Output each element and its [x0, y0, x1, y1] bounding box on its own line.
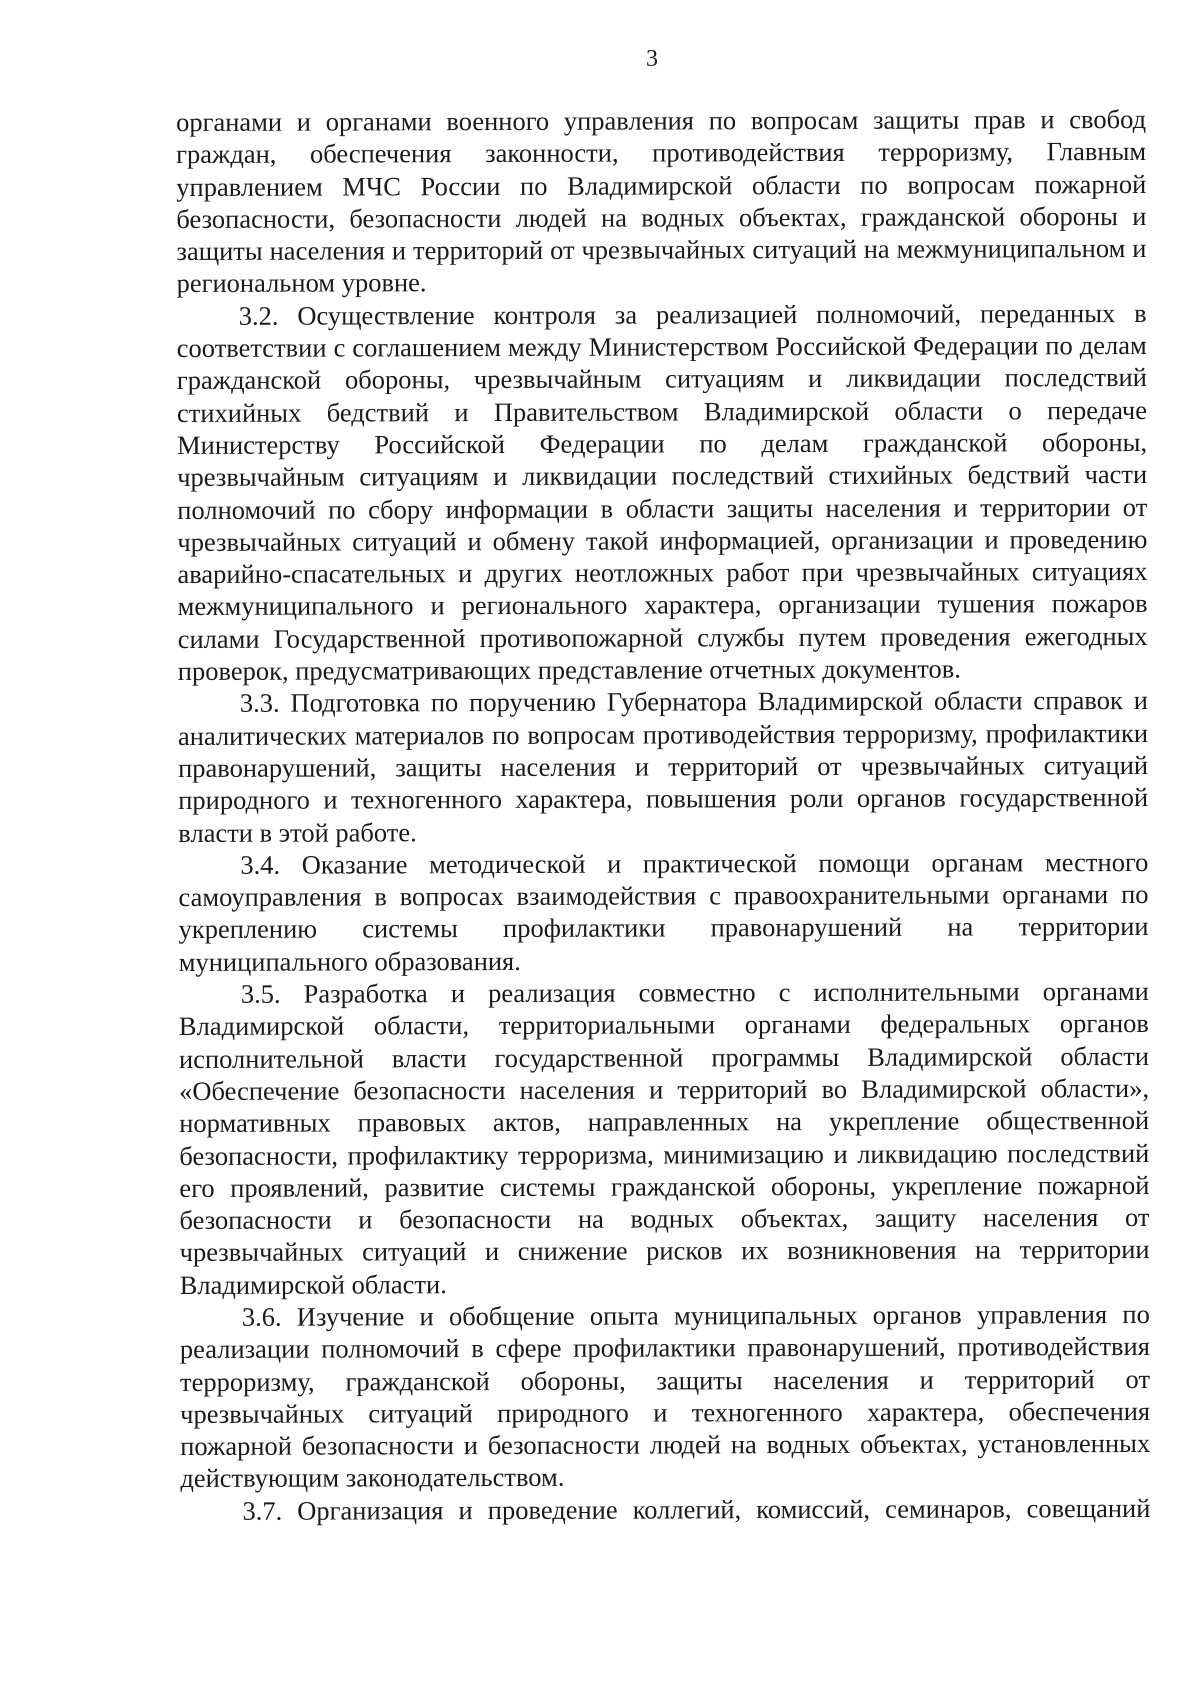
- document-body: [176, 103, 1150, 1527]
- paragraph-3-4: 3.4. Оказание методической и практической помощи органам местного самоуправления в вопросах взаимодействия с правоохранительными органами по укреплению системы профилактики правонарушений на территории муниципального образования.: [178, 846, 1149, 977]
- paragraph-continuation: органами и органами военного управления по вопросам защиты прав и свобод граждан, обеспечения законности, противодействия терроризму, Главным управлением МЧС России по Владимирской области по вопросам пожарной безопасности, безопасности людей на водных объектах, гражданской обороны и защиты населения и территорий от чрезвычайных ситуаций на межмуниципальном и региональном уровне.: [176, 103, 1147, 299]
- paragraph-3-7: 3.7. Организация и проведение коллегий, комиссий, семинаров, совещаний: [242, 1492, 1151, 1526]
- paragraph-3-2: 3.2. Осуществление контроля за реализацией полномочий, переданных в соответствии с соглашением между Министерством Российской Федерации по делам гражданской обороны, чрезвычайным ситуациям и ликвидации последствий стихийных бедствий и Правительством Владимирской области о передаче Министерству Российской Федерации по делам гражданской обороны, чрезвычайным ситуациям и ликвидации последствий стихийных бедствий части полномочий по сбору информации в области защиты населения и территории от чрезвычайных ситуаций и обмену такой информацией, организации и проведению аварийно-спасательных и других неотложных работ при чрезвычайных ситуациях межмуниципального и регионального характера, организации тушения пожаров силами Государственной противопожарной службы путем проведения ежегодных проверок, предусматривающих представление отчетных документов.: [176, 297, 1148, 687]
- paragraph-3-5: 3.5. Разработка и реализация совместно с исполнительными органами Владимирской области, территориальными органами федеральных органов исполнительной власти государственной программы Владимирской области «Обеспечение безопасности населения и территорий во Владимирской области», нормативных правовых актов, направленных на укрепление общественной безопасности, профилактику терроризма, минимизацию и ликвидацию последствий его проявлений, развитие системы гражданской обороны, укрепление пожарной безопасности и безопасности на водных объектах, защиту населения от чрезвычайных ситуаций и снижение рисков их возникновения на территории Владимирской области.: [178, 975, 1150, 1300]
- paragraph-3-3: 3.3. Подготовка по поручению Губернатора Владимирской области справок и аналитических материалов по вопросам противодействия терроризму, профилактики правонарушений, защиты населения и территорий от чрезвычайных ситуаций природного и техногенного характера, повышения роли органов государственной власти в этой работе.: [177, 685, 1149, 848]
- paragraph-3-6: 3.6. Изучение и обобщение опыта муниципальных органов управления по реализации полномочий в сфере профилактики правонарушений, противодействия терроризму, гражданской обороны, защиты населения и территорий от чрезвычайных ситуаций природного и техногенного характера, обеспечения пожарной безопасности и безопасности людей на водных объектах, установленных действующим законодательством.: [179, 1298, 1151, 1494]
- page-number: 3: [646, 46, 658, 72]
